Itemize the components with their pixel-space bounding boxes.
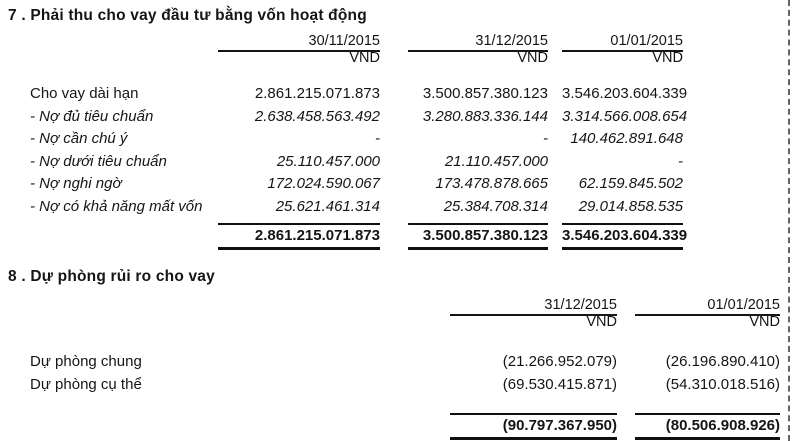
cell-value: - [543, 130, 548, 147]
cell-value: 3.500.857.380.123 [422, 85, 548, 102]
spacer [30, 331, 780, 351]
col-header-date-2: 31/12/2015 [408, 33, 548, 52]
cell-value: 25.384.708.314 [443, 197, 548, 215]
cell-value: 3.546.203.604.339 [562, 85, 688, 102]
cell-value: 2.861.215.071.873 [254, 85, 380, 102]
section8-title: 8 . Dự phòng rủi ro cho vay [8, 268, 215, 285]
col-header-date-1: 31/12/2015 [450, 297, 617, 316]
table-row [30, 173, 683, 196]
table-row [30, 351, 780, 374]
cell-value: - [375, 130, 380, 147]
cell-value: (26.196.890.410) [665, 353, 780, 370]
table-row [30, 83, 688, 106]
table-row [30, 106, 688, 129]
total-value: 3.546.203.604.339 [562, 223, 683, 250]
cell-value: 172.024.590.067 [267, 175, 380, 192]
section8-table [30, 297, 780, 435]
total-value: (90.797.367.950) [450, 413, 617, 440]
table-row [30, 151, 683, 174]
cell-value: 62.159.845.502 [578, 175, 683, 192]
cell-value: 3.280.883.336.144 [422, 107, 548, 125]
row-label: Cho vay dài hạn [30, 85, 139, 102]
scan-artifact-dashed-line [788, 0, 790, 441]
row-label: Dự phòng cụ thể [30, 375, 142, 393]
section8-total-row [30, 413, 780, 435]
col-header-date-3: 01/01/2015 [562, 33, 683, 52]
row-label: - Nợ cần chú ý [30, 130, 128, 147]
cell-value: 2.638.458.563.492 [254, 107, 380, 125]
unit-label: VND [586, 314, 617, 330]
unit-label: VND [349, 50, 380, 66]
cell-value: 25.110.457.000 [276, 152, 380, 170]
unit-label: VND [652, 50, 683, 66]
table-row [30, 374, 780, 397]
total-value: (80.506.908.926) [635, 413, 780, 440]
row-label: - Nợ dưới tiêu chuẩn [30, 152, 167, 170]
total-value: 2.861.215.071.873 [218, 223, 380, 250]
cell-value: 21.110.457.000 [444, 152, 548, 170]
section7-unit-row [30, 50, 683, 67]
section8-header-row [30, 297, 780, 314]
section7-header-row [30, 33, 683, 50]
section7-table [30, 33, 688, 245]
section7-total-row [30, 223, 688, 245]
row-label: Dự phòng chung [30, 353, 142, 370]
cell-value: 3.314.566.008.654 [562, 107, 688, 125]
cell-value: 173.478.878.665 [435, 175, 548, 192]
cell-value: - [678, 152, 683, 170]
cell-value: 140.462.891.648 [570, 130, 683, 147]
row-label: - Nợ nghi ngờ [30, 175, 122, 192]
cell-value: 25.621.461.314 [275, 197, 380, 215]
section7-title: 7 . Phải thu cho vay đầu tư bằng vốn hoạt động [8, 7, 367, 24]
spacer [30, 67, 683, 83]
unit-label: VND [517, 50, 548, 66]
table-row [30, 196, 683, 219]
section8-unit-row [30, 314, 780, 331]
total-value: 3.500.857.380.123 [408, 223, 548, 250]
row-label: - Nợ có khả năng mất vốn [30, 197, 203, 215]
cell-value: (21.266.952.079) [502, 353, 617, 370]
col-header-date-2: 01/01/2015 [635, 297, 780, 316]
spacer [30, 396, 780, 413]
unit-label: VND [749, 314, 780, 330]
col-header-date-1: 30/11/2015 [218, 33, 380, 52]
table-row [30, 128, 683, 151]
row-label: - Nợ đủ tiêu chuẩn [30, 107, 154, 125]
cell-value: (54.310.018.516) [665, 375, 780, 393]
cell-value: 29.014.858.535 [578, 197, 683, 215]
cell-value: (69.530.415.871) [502, 375, 617, 393]
